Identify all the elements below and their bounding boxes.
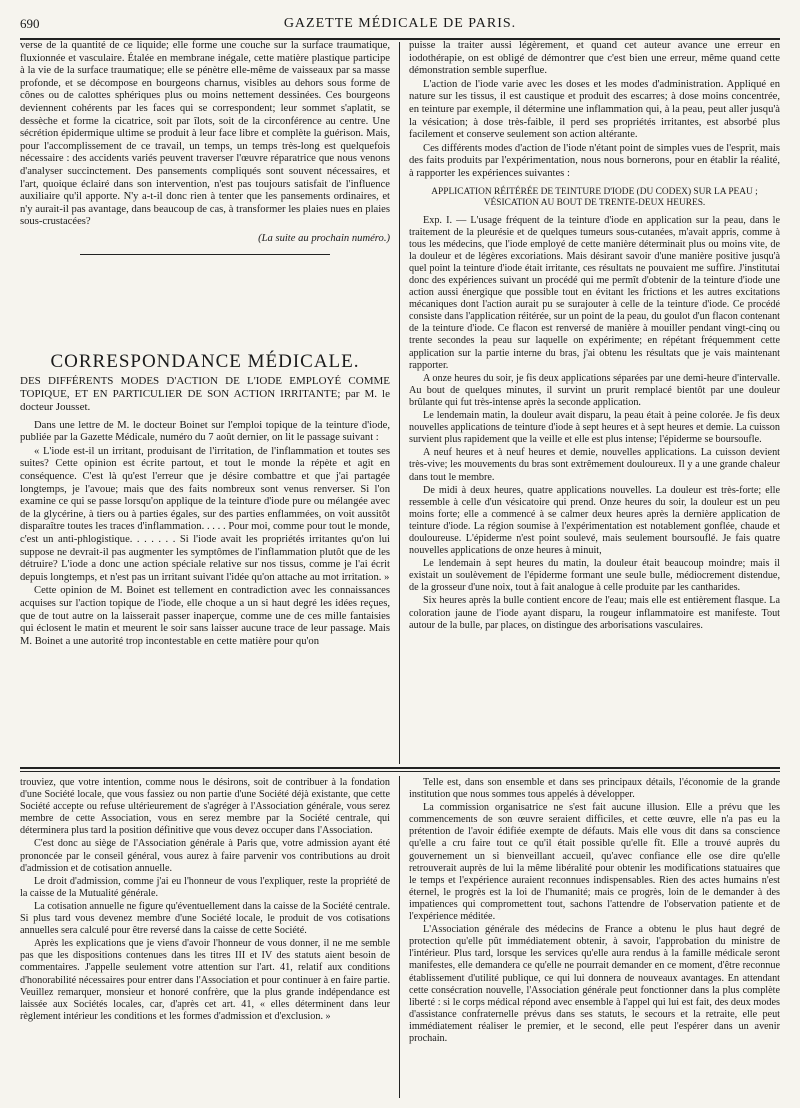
- column-divider-top: [399, 42, 400, 764]
- paragraph: De midi à deux heures, quatre applications nouvelles. La douleur est très-forte; elle ressemble à celle d'un vésicatoire qui prend. Onze heures du soir, la douleur est un peu moins forte; elle a commencé à se calmer deux heures après la dernière application de teinture d'iode. La région soumise à l'expérimentation est notablement gonflée, chaude et douloureuse. L'épiderme n'est point soulevé, mais seulement boursouflé. Je fais quatre nouvelles applications de onze heures à minuit,: [409, 484, 780, 557]
- correspondance-continued: [409, 40, 780, 762]
- paragraph: Exp. I. — L'usage fréquent de la teinture d'iode en application sur la peau, dans le traitement de la pleurésie et de quelques tumeurs sous-cutanées, m'avait appris, comme à tous les médecins, que l'iode employé de cette manière déterminait plus ou moins vite, de la douleur et de légères excoriations. Mais désirant savoir d'une manière positive jusqu'à quel point la teinture d'iode était irritante, ces résultats ne pouvaient me suffire. J'institutai donc des expériences suivant un procédé qui me permît d'obtenir de la teinture d'iode une action aussi énergique que possible tout en évitant les frictions et les autres excitations mécaniques dont l'action aurait pu se surajouter à celle de la teinture d'iode. Ce procédé consiste dans l'application réitérée, sur un point de la peau, du goulot d'un flacon contenant de la teinture d'iode. Ce flacon est renversé de manière à mouiller pendant vingt-cinq ou trente secondes la peau sur laquelle on expérimente; en répétant fréquemment cette application sur la partie interne du bras, j'ai obtenu les résultats que je vais maintenant rapporter.: [409, 214, 780, 371]
- paragraph: L'Association générale des médecins de France a obtenu le plus haut degré de protection qu'elle pût immédiatement obtenir, à savoir, l'approbation du ministre de l'intérieur. Plus tard, lorsque les services qu'elle aura rendus à la famille médicale seront manifestes, elle demandera ce qu'elle ne pourrait demander en ce moment, d'être reconnue établissement d'utilité publique, ce qui lui donnera de nouveaux avantages. En attendant cette consécration nouvelle, l'Association générale peut fonctionner dans la plus complète liberté : si le corps médical répond avec ensemble à l'appel qui lui est fait, des deux modes d'assistance confraternelle prévus dans ses statuts, le secours et la retraite, elle peut immédiatement réaliser le premier, et le second, elle peut l'espérer dans un avenir prochain.: [409, 924, 780, 1044]
- paragraph: C'est donc au siège de l'Association générale à Paris que, votre admission ayant été prononcée par le conseil général, vous aurez à faire parvenir vos contributions au droit d'admission et de cotisation annuelle.: [20, 838, 390, 874]
- experiment-heading: APPLICATION RÉITÉRÉE DE TEINTURE D'IODE (DU CODEX) SUR LA PEAU ; VÉSICATION AU BOUT DE TRENTE-DEUX HEURES.: [431, 186, 758, 209]
- paragraph: Ces différents modes d'action de l'iode n'étant point de simples vues de l'esprit, mais des faits produits par l'expérimentation, nous nous bornerons, pour en établir la réalité, à rapporter les expériences suivantes :: [409, 142, 780, 179]
- paragraph: Telle est, dans son ensemble et dans ses principaux détails, l'économie de la grande institution que nous sommes tous appelés à développer.: [409, 777, 780, 801]
- section-title: CORRESPONDANCE MÉDICALE.: [50, 351, 360, 372]
- journal-title: GAZETTE MÉDICALE DE PARIS.: [283, 16, 517, 31]
- article-continuation: [20, 40, 390, 340]
- paragraph: L'action de l'iode varie avec les doses et les modes d'administration. Appliqué en nature sur les tissus, il est caustique et produit des escarres; à dose moins concentrée, en teinture par exemple, il détermine une inflammation qui, à la peau, peut aller jusqu'à la vésication; à dose très-faible, il perd ses propriétés irritantes, est absorbé plus facilement et conserve seulement son action altérante.: [409, 78, 780, 141]
- paragraph: puisse la traiter aussi légèrement, et quand cet auteur avance une erreur en iodothérapie, on est obligé de démontrer que c'est bien une erreur, même quand cette démonstration semble superflue.: [409, 40, 780, 77]
- paragraph: verse de la quantité de ce liquide; elle forme une couche sur la surface traumatique, fluxionnée et vasculaire. Étalée en membrane inégale, cette matière plastique participe à la vie de la surface traumatique; elle se pénètre elle-même de vaisseaux par sa masse profonde, et se décompose en bourgeons charnus, visibles au dehors sous forme de cônes ou de calottes sphériques plus ou moins nettement dessinées. Ces bourgeons deviennent cohérents par les faces qui se correspondent; leur sommet s'aplatit, se dessèche et forme la cicatrice, soit par îlots, soit de la circonférence au centre. Une sécrétion épidermique ultime se produit à leur face libre et complète la guérison. Mais, pour l'accomplissement de ce travail, un temps, un temps très-long est quelquefois nécessaire : des accidents variés peuvent traverser l'œuvre réparatrice que nous venons d'analyser succinctement. Des pansements compliqués sont souvent nécessaires, et l'art, quoique éclairé dans son intervention, n'est pas toujours satisfait de l'influence auxiliaire qu'il apporte. N'y a-t-il donc rien à tenter que les pansements ordinaires, et n'y aurait-il pas avantage, dans beaucoup de cas, à transformer les plaies nues en plaies sous-crustacées?: [20, 40, 390, 228]
- article-subtitle-text: DES DIFFÉRENTS MODES D'ACTION DE L'IODE EMPLOYÉ COMME TOPIQUE, ET EN PARTICULIER DE SON ACTION IRRITANTE;: [20, 374, 390, 400]
- association-letter-left: [20, 777, 390, 1097]
- paragraph: La commission organisatrice ne s'est fait aucune illusion. Elle a prévu que les commencements de son œuvre seraient difficiles, et cette œuvre, elle n'a pas eu la prétention de l'avoir édifiée exempte de défauts. Mais elle vous dit dans sa conscience qu'elle a cru faire tout ce qu'il était possible qu'elle fît. Elle a trouvé auprès du gouvernement un si bienveillant accueil, qu'avec confiance elle ose dire qu'elle retrouverait auprès de lui la même libéralité pour obtenir les modifications statuaires que le temps et l'expérience auraient reconnues indispensables. Rien des actes humains n'est éternel, le progrès est la loi de l'humanité; mais ce progrès, loin de le demander à des impatiences qui compromettent tout, sachons l'attendre de l'observation patiente et de l'expérience méditée.: [409, 802, 780, 923]
- paragraph: Dans une lettre de M. le docteur Boinet sur l'emploi topique de la teinture d'iode, publiée par la Gazette Médicale, numéro du 7 août dernier, on lit le passage suivant :: [20, 419, 390, 444]
- column-divider-bottom: [399, 776, 400, 1098]
- section-divider-thin: [20, 771, 780, 772]
- paragraph: trouviez, que votre intention, comme nous le désirons, soit de contribuer à la fondation d'une Société locale, que vous fassiez ou non partie d'une Société déjà existante, que cette Société accepte ou refuse ultérieurement de s'agréger à l'Association générale, vous serez membre de cette Association, vous en serez membre par la Société centrale, qui déterminera plus tard la position définitive que vous devez occuper dans l'Association.: [20, 777, 390, 837]
- continuation-note: (La suite au prochain numéro.): [258, 232, 390, 244]
- article-end-rule: [80, 254, 330, 255]
- page-number: 690: [20, 16, 40, 31]
- experiment-text: [409, 215, 780, 632]
- paragraph: A neuf heures et à neuf heures et demie, nouvelles applications. La cuisson devient très-vive; les mouvements du bras sont extrêmement douloureux. Il y a une grande chaleur dans tout le membre.: [409, 447, 780, 483]
- article-subtitle: [20, 375, 390, 414]
- quotation-paragraph: « L'iode est-il un irritant, produisant de l'irritation, de l'inflammation et toutes ses suites? Cette opinion est écrite partout, et tout le monde la répète et agit en conséquence. C'est là qu'est l'erreur que je désire combattre et que j'ai partagée longtemps, je l'avoue; mais que des faits nombreux sont venus renverser. Si l'on examine ce qui se passe lorsqu'on applique de la teinture d'iode pure ou mélangée avec de la glycérine, à tiers ou à parties égales, sur des parties enflammées, on voit aussitôt disparaître toutes les traces d'inflammation. . . . . Pour moi, comme pour tout le monde, c'est un anti-phlogistique. . . . . . . Si l'iode avait les propriétés irritantes qu'on lui suppose ne devrait-il pas augmenter les symptômes de l'inflammation plutôt que de les détruire? L'iode a donc une action spéciale relative sur nos tissus, comme je l'ai écrit depuis longtemps, et n'est pas un irritant suivant l'idée qu'on attache au mot irritation. »: [20, 445, 390, 583]
- paragraph: La cotisation annuelle ne figure qu'éventuellement dans la caisse de la Société centrale. Si plus tard vous devenez membre d'une Société locale, le produit de vos cotisations annuelles sera calculé pour être reversé dans la caisse de cette Société.: [20, 900, 390, 937]
- section-divider: [20, 767, 780, 769]
- article-author: par M. le docteur Jousset.: [20, 387, 390, 413]
- association-letter-right: [409, 777, 780, 1097]
- paragraph: Cette opinion de M. Boinet est tellement en contradiction avec les connaissances acquises sur l'action topique de l'iode, elle choque a un si haut degré les idées reçues, que de tout autre on la laisserait passer inaperçue, comme une de ces mille fantaisies qui éclosent le matin et meurent le soir sans laisser aucune trace de leur passage. Mais M. Boinet a une autorité trop incontestable en cette matière pour qu'on: [20, 585, 390, 647]
- page-header: [20, 14, 780, 38]
- correspondance-article: [20, 350, 390, 762]
- paragraph: Le lendemain matin, la douleur avait disparu, la peau était à peine colorée. Je fis deux nouvelles applications de teinture d'iode à sept heures et à sept heures et demie. La cuisson survient plus rapidement que la veille et elle est plus intense; l'épiderme se boursoufle.: [409, 410, 780, 446]
- paragraph: Six heures après la bulle contient encore de l'eau; mais elle est entièrement flasque. La coloration jaune de l'iode ayant disparu, la rougeur inflammatoire est manifeste. Tout autour de la bulle, par places, on distingue des arborisations vasculaires.: [409, 595, 780, 631]
- paragraph: Le lendemain à sept heures du matin, la douleur était beaucoup moindre; mais il existait un soulèvement de l'épiderme formant une seule bulle, médiocrement distendue, de la grosseur d'une noix, tout à fait analogue à celle produite par les cantharides.: [409, 558, 780, 594]
- paragraph: Après les explications que je viens d'avoir l'honneur de vous donner, il ne me semble pas que les dispositions contenues dans les titres III et IV des statuts aient besoin de commentaires. J'appelle seulement votre attention sur l'art. 41, relatif aux conditions d'honorabilité nécessaires pour entrer dans l'Association et pour continuer à en faire partie. Veuillez remarquer, monsieur et honoré confrère, que la plus grande indépendance est laissée aux Sociétés locales, car, d'après cet art. 41, « elles déterminent dans leur règlement intérieur les conditions et les formes d'admission et d'exclusion. »: [20, 938, 390, 1022]
- paragraph: Le droit d'admission, comme j'ai eu l'honneur de vous l'expliquer, reste la propriété de la caisse de la Mutualité générale.: [20, 875, 390, 899]
- paragraph: A onze heures du soir, je fis deux applications séparées par une demi-heure d'intervalle. Au bout de quelques minutes, il survint un prurit remplacé bientôt par une douleur brûlante qui fut très-intense après la seconde application.: [409, 372, 780, 408]
